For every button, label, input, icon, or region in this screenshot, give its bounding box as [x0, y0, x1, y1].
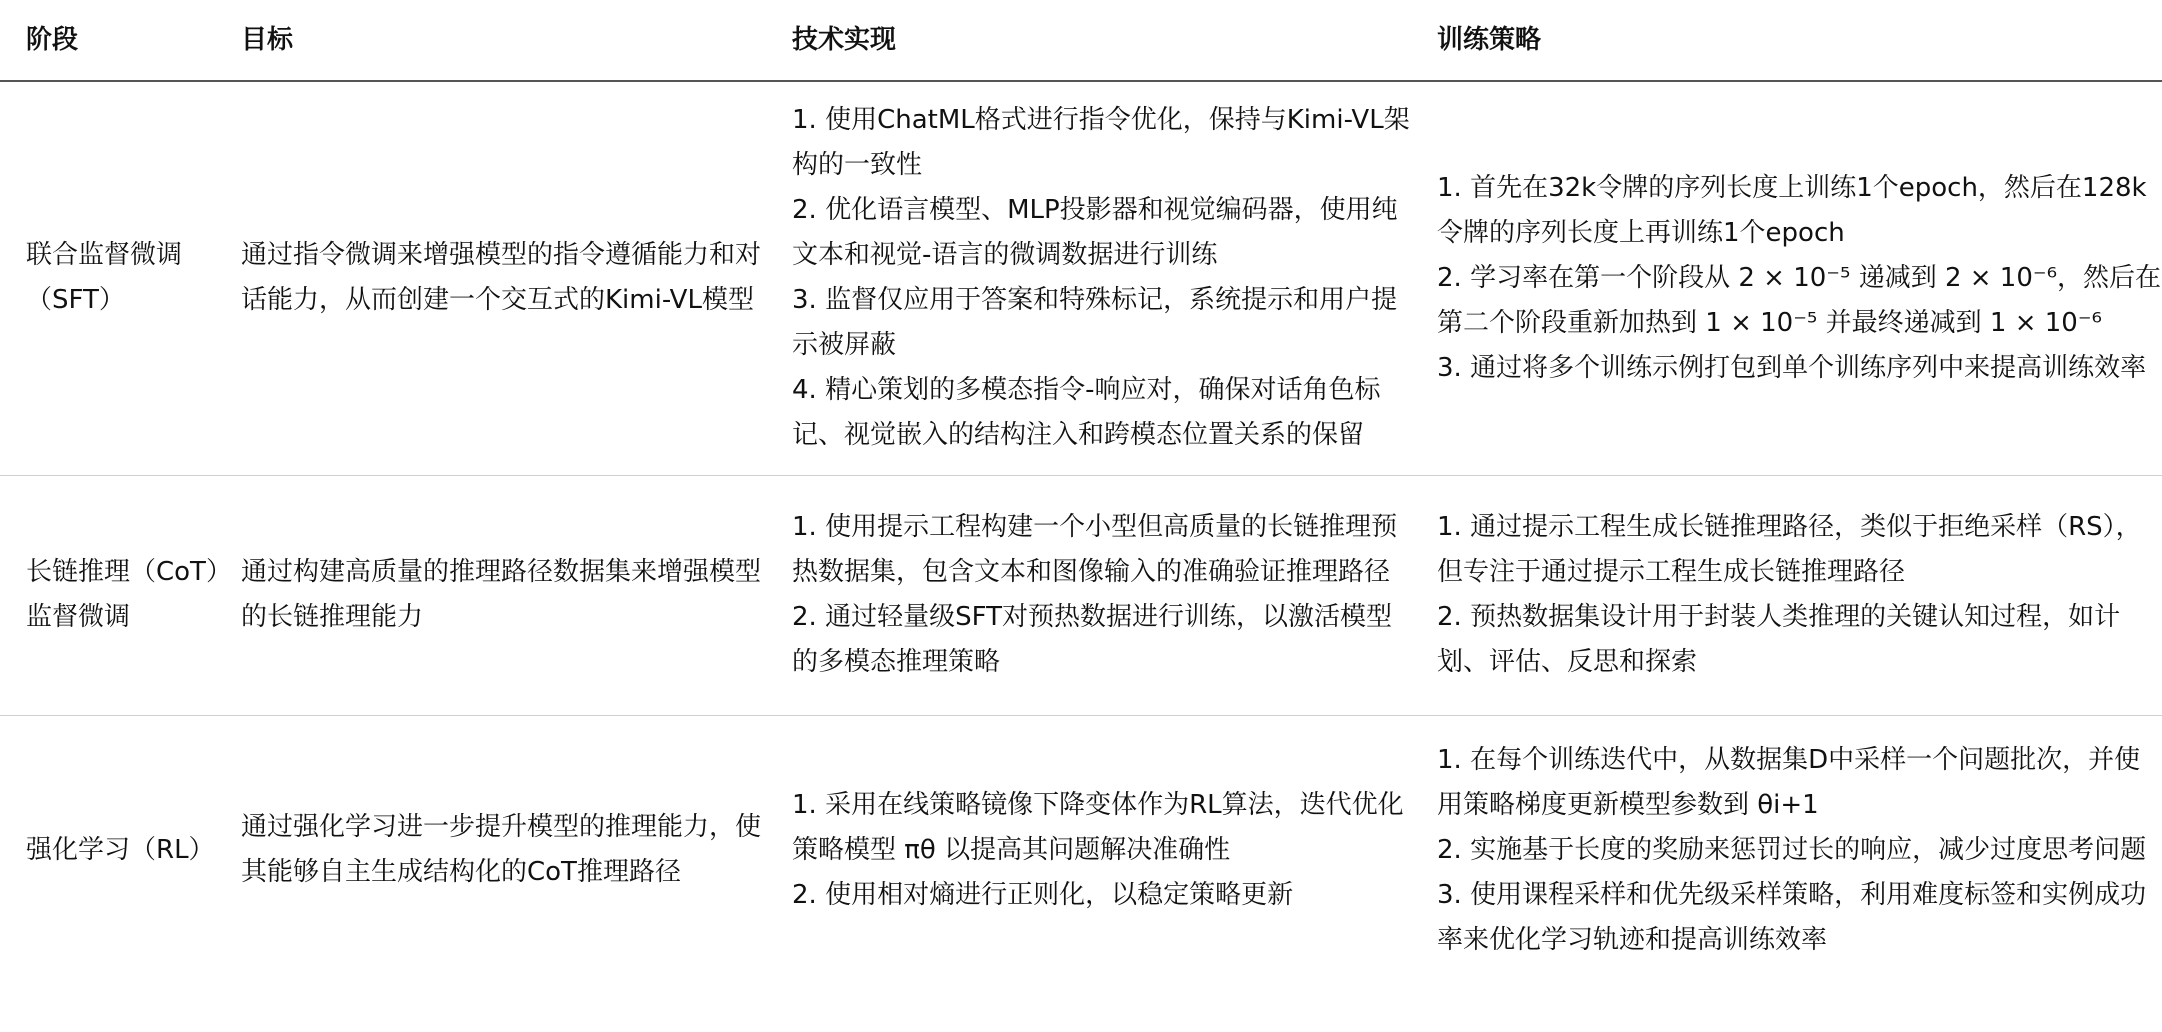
header-row — [0, 0, 2162, 81]
tech-item: 2. 优化语言模型、MLP投影器和视觉编码器，使用纯文本和视觉-语言的微调数据进行训练 — [792, 195, 1398, 271]
goal-cell: 通过指令微调来增强模型的指令遵循能力和对话能力，从而创建一个交互式的Kimi-VL模型 — [241, 81, 792, 475]
table-row — [0, 475, 2162, 715]
stage-cell — [0, 715, 241, 985]
train-item: 1. 首先在32k令牌的序列长度上训练1个epoch，然后在128k令牌的序列长度上再训练1个epoch — [1437, 172, 2147, 248]
tech-item: 1. 采用在线策略镜像下降变体作为RL算法，迭代优化策略模型 πθ 以提高其问题解决准确性 — [792, 789, 1404, 865]
tech-item: 3. 监督仅应用于答案和特殊标记，系统提示和用户提示被屏蔽 — [792, 285, 1398, 361]
train-item: 1. 在每个训练迭代中，从数据集D中采样一个问题批次，并使用策略梯度更新模型参数到 θi+1 — [1437, 744, 2141, 820]
header-train: 训练策略 — [1437, 0, 2162, 81]
tech-item: 4. 精心策划的多模态指令-响应对，确保对话角色标记、视觉嵌入的结构注入和跨模态位置关系的保留 — [792, 375, 1381, 451]
header-tech: 技术实现 — [792, 0, 1437, 81]
tech-item: 2. 通过轻量级SFT对预热数据进行训练，以激活模型的多模态推理策略 — [792, 602, 1392, 677]
header-goal: 目标 — [241, 0, 792, 81]
train-cell — [1437, 81, 2162, 475]
train-item: 2. 学习率在第一个阶段从 2 × 10⁻⁵ 递减到 2 × 10⁻⁶，然后在第二个阶段重新加热到 1 × 10⁻⁵ 并最终递减到 1 × 10⁻⁶ — [1437, 262, 2162, 338]
stage-text: 长链推理（CoT）监督微调 — [26, 557, 219, 632]
table-row — [0, 715, 2162, 985]
train-cell — [1437, 475, 2162, 715]
stage-text: 强化学习（RL） — [26, 834, 215, 865]
goal-cell: 通过强化学习进一步提升模型的推理能力，使其能够自主生成结构化的CoT推理路径 — [241, 812, 762, 888]
tech-item: 1. 使用ChatML格式进行指令优化，保持与Kimi-VL架构的一致性 — [792, 105, 1410, 181]
tech-item: 1. 使用提示工程构建一个小型但高质量的长链推理预热数据集，包含文本和图像输入的准确验证推理路径 — [792, 512, 1398, 587]
stage-cell — [0, 81, 241, 475]
train-item: 3. 通过将多个训练示例打包到单个训练序列中来提高训练效率 — [1437, 352, 2147, 383]
train-item: 2. 预热数据集设计用于封装人类推理的关键认知过程，如计划、评估、反思和探索 — [1437, 602, 2121, 677]
train-item: 3. 使用课程采样和优先级采样策略，利用难度标签和实例成功率来优化学习轨迹和提高训练效率 — [1437, 879, 2147, 955]
table-row — [0, 81, 2162, 475]
train-item: 2. 实施基于长度的奖励来惩罚过长的响应，减少过度思考问题 — [1437, 834, 2147, 865]
train-cell — [1437, 715, 2162, 985]
tech-cell — [792, 715, 1437, 985]
tech-item: 2. 使用相对熵进行正则化，以稳定策略更新 — [792, 879, 1294, 910]
goal-cell: 通过构建高质量的推理路径数据集来增强模型的长链推理能力 — [241, 475, 792, 715]
stage-cell — [0, 475, 241, 715]
header-stage: 阶段 — [0, 0, 241, 81]
tech-cell — [792, 475, 1437, 715]
train-item: 1. 通过提示工程生成长链推理路径，类似于拒绝采样（RS），但专注于通过提示工程生成长链推理路径 — [1437, 512, 2142, 587]
tech-cell — [792, 81, 1437, 475]
stage-text: 联合监督微调（SFT） — [26, 240, 183, 316]
